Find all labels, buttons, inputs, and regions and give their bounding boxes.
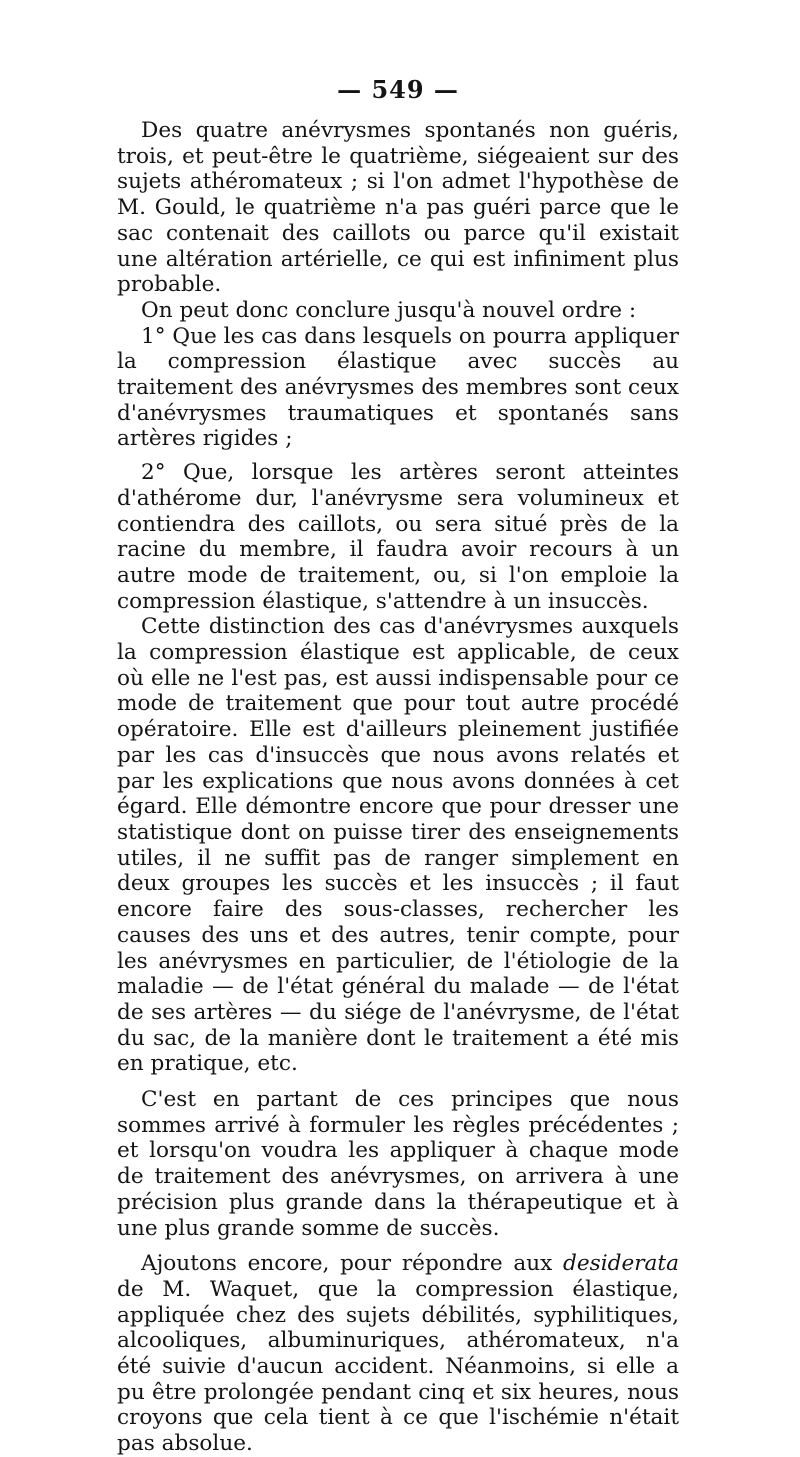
paragraph-desiderata-start: Ajoutons encore, pour répondre aux xyxy=(141,1251,564,1277)
paragraph-desiderata xyxy=(117,1251,679,1457)
paragraph-distinction: Cette distinction des cas d'anévrysmes auxquels la compression élastique est applicable, de ceux où elle ne l'est pas, est aussi indispensable pour ce mode de traitement que pour tout autre procédé opératoire. Elle est d'ailleurs pleinement justifiée par les cas d'insuccès que nous avons relatés et par les explications que nous avons données à cet égard. Elle démontre encore que pour dresser une statistique dont on puisse tirer des enseignements utiles, il ne suffit pas de ranger simplement en deux groupes les succès et les insuccès ; il faut encore faire des sous-classes, rechercher les causes des uns et des autres, tenir compte, pour les anévrysmes en particulier, de l'étiologie de la maladie — de l'état général du malade — de l'état de ses artères — du siége de l'anévrysme, de l'état du sac, de la manière dont le traitement a été mis en pratique, etc. xyxy=(117,614,679,1077)
paragraph-desiderata-end: de M. Waquet, que la compression élastique, appliquée chez des sujets débilités, syphilitiques, alcooliques, albuminuriques, athéromateux, n'a été suivie d'aucun accident. Néanmoins, si elle a pu être prolongée pendant cinq et six heures, nous croyons que cela tient à ce que l'ischémie n'était pas absolue. xyxy=(117,1276,679,1457)
paragraph-principles: C'est en partant de ces principes que nous sommes arrivé à formuler les règles précédentes ; et lorsqu'on voudra les appliquer à chaque mode de traitement des anévrysmes, on arrivera à une précision plus grande dans la thérapeutique et à une plus grande somme de succès. xyxy=(117,1087,679,1241)
conclusion-item-1: 1° Que les cas dans lesquels on pourra appliquer la compression élastique avec succès au traitement des anévrysmes des membres sont ceux d'anévrysmes traumatiques et spontanés sans artères rigides ; xyxy=(117,323,679,452)
desiderata-emphasis: desiderata xyxy=(563,1251,679,1277)
book-page xyxy=(117,70,679,1457)
paragraph-unhealed-aneurysms: Des quatre anévrysmes spontanés non guéris, trois, et peut-être le quatrième, siégeaient sur des sujets athéromateux ; si l'on admet l'hypothèse de M. Gould, le quatrième n'a pas guéri parce que le sac contenait des caillots ou parce qu'il existait une altération artérielle, ce qui est infiniment plus probable. xyxy=(117,118,679,298)
page-number: — 549 — xyxy=(337,75,459,104)
paragraph-conclusion-intro: On peut donc conclure jusqu'à nouvel ordre : xyxy=(141,297,637,323)
conclusion-item-2: 2° Que, lorsque les artères seront atteintes d'athérome dur, l'anévrysme sera volumineux et contiendra des caillots, ou sera situé près de la racine du membre, il faudra avoir recours à un autre mode de traitement, ou, si l'on emploie la compression élastique, s'attendre à un insuccès. xyxy=(117,460,679,614)
